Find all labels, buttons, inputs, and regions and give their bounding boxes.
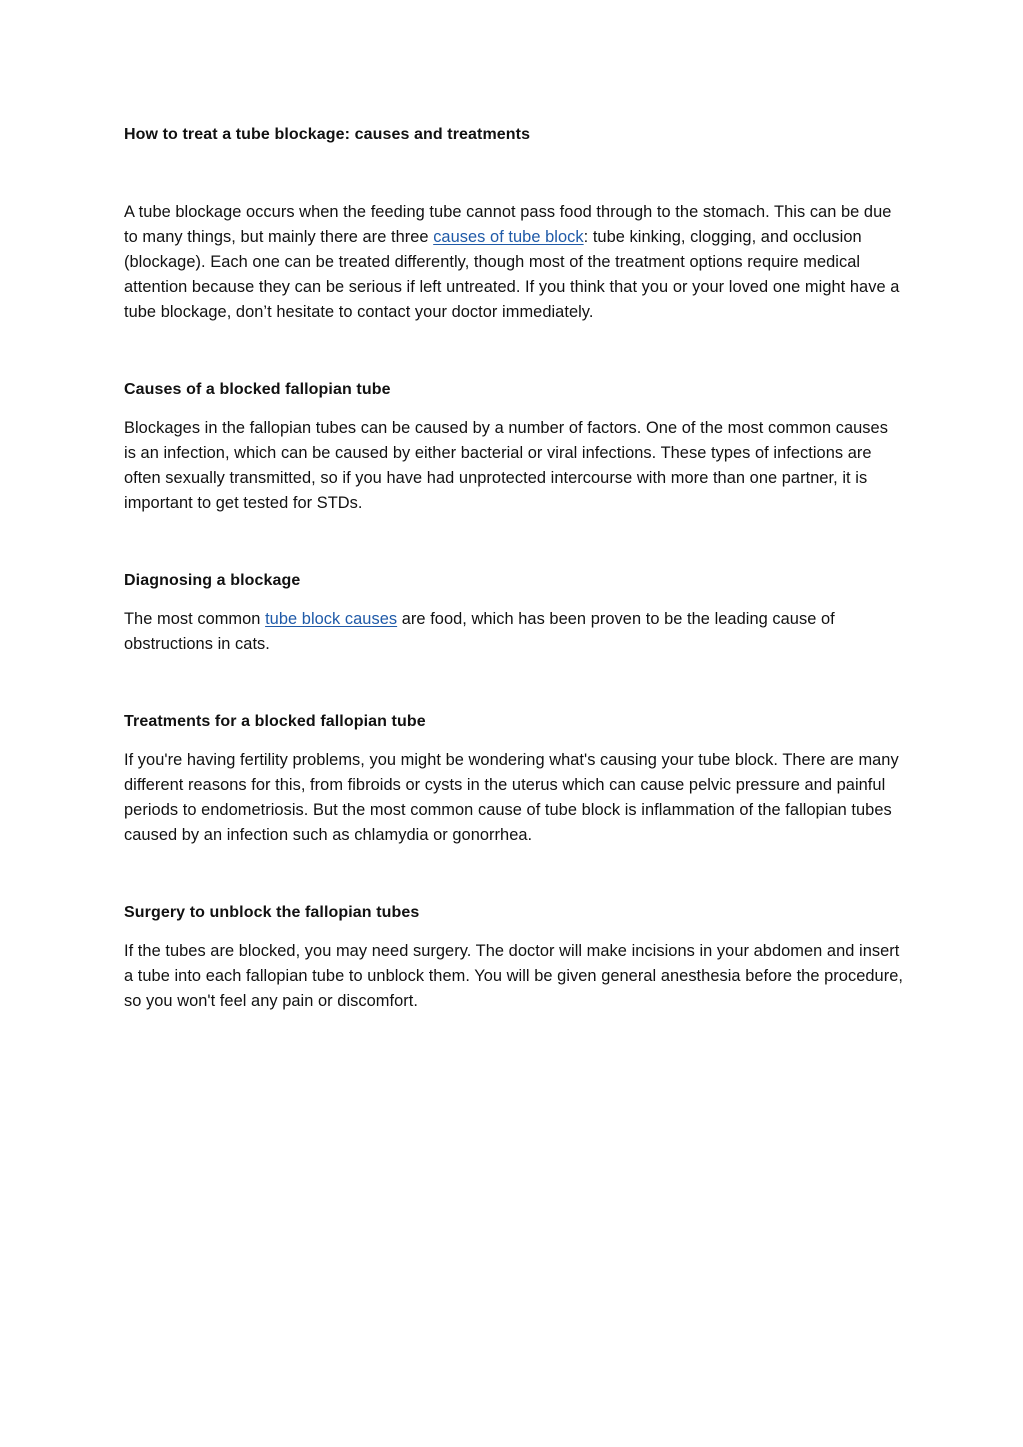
- section-treatments: [124, 710, 904, 848]
- intro-paragraph: [124, 200, 904, 325]
- causes-of-tube-block-link[interactable]: causes of tube block: [433, 228, 584, 246]
- section-heading-causes: Causes of a blocked fallopian tube: [124, 381, 391, 398]
- section-body-treatments: If you're having fertility problems, you might be wondering what's causing your tube block. There are many different reasons for this, from fibroids or cysts in the uterus which can cause pelvic pressure and painful periods to endometriosis. But the most common cause of tube block is inflammation of the fallopian tubes caused by an infection such as chlamydia or gonorrhea.: [124, 751, 899, 844]
- diagnosing-text-start: The most common: [124, 610, 266, 628]
- section-heading-diagnosing: Diagnosing a blockage: [124, 572, 301, 589]
- page-title: How to treat a tube blockage: causes and treatments: [124, 126, 531, 143]
- section-surgery: [124, 901, 904, 1014]
- section-body-diagnosing: [124, 607, 904, 657]
- tube-block-causes-link[interactable]: tube block causes: [265, 610, 398, 628]
- intro-text-start: A tube blockage occurs when the feeding tube cannot pass food through to the stomach. This can be due to many things, but mainly there are three: [124, 203, 892, 246]
- section-heading-treatments: Treatments for a blocked fallopian tube: [124, 713, 426, 730]
- diagnosing-text-end: are food, which has been proven to be the leading cause of obstructions in cats.: [124, 610, 835, 653]
- section-body-surgery: If the tubes are blocked, you may need surgery. The doctor will make incisions in your abdomen and insert a tube into each fallopian tube to unblock them. You will be given general anesthesia before the procedure, so you won't feel any pain or discomfort.: [124, 942, 903, 1010]
- section-heading-surgery: Surgery to unblock the fallopian tubes: [124, 904, 420, 921]
- document-content: [124, 123, 904, 1067]
- section-body-causes: Blockages in the fallopian tubes can be caused by a number of factors. One of the most common causes is an infection, which can be caused by either bacterial or viral infections. These types of infections are often sexually transmitted, so if you have had unprotected intercourse with more than one partner, it is important to get tested for STDs.: [124, 419, 888, 512]
- intro-text-end: : tube kinking, clogging, and occlusion (blockage). Each one can be treated differently, though most of the treatment options require medical attention because they can be serious if left untreated. If you think that you or your loved one might have a tube blockage, don’t hesitate to contact your doctor immediately.: [124, 228, 900, 321]
- section-diagnosing: [124, 569, 904, 657]
- section-causes: [124, 378, 904, 516]
